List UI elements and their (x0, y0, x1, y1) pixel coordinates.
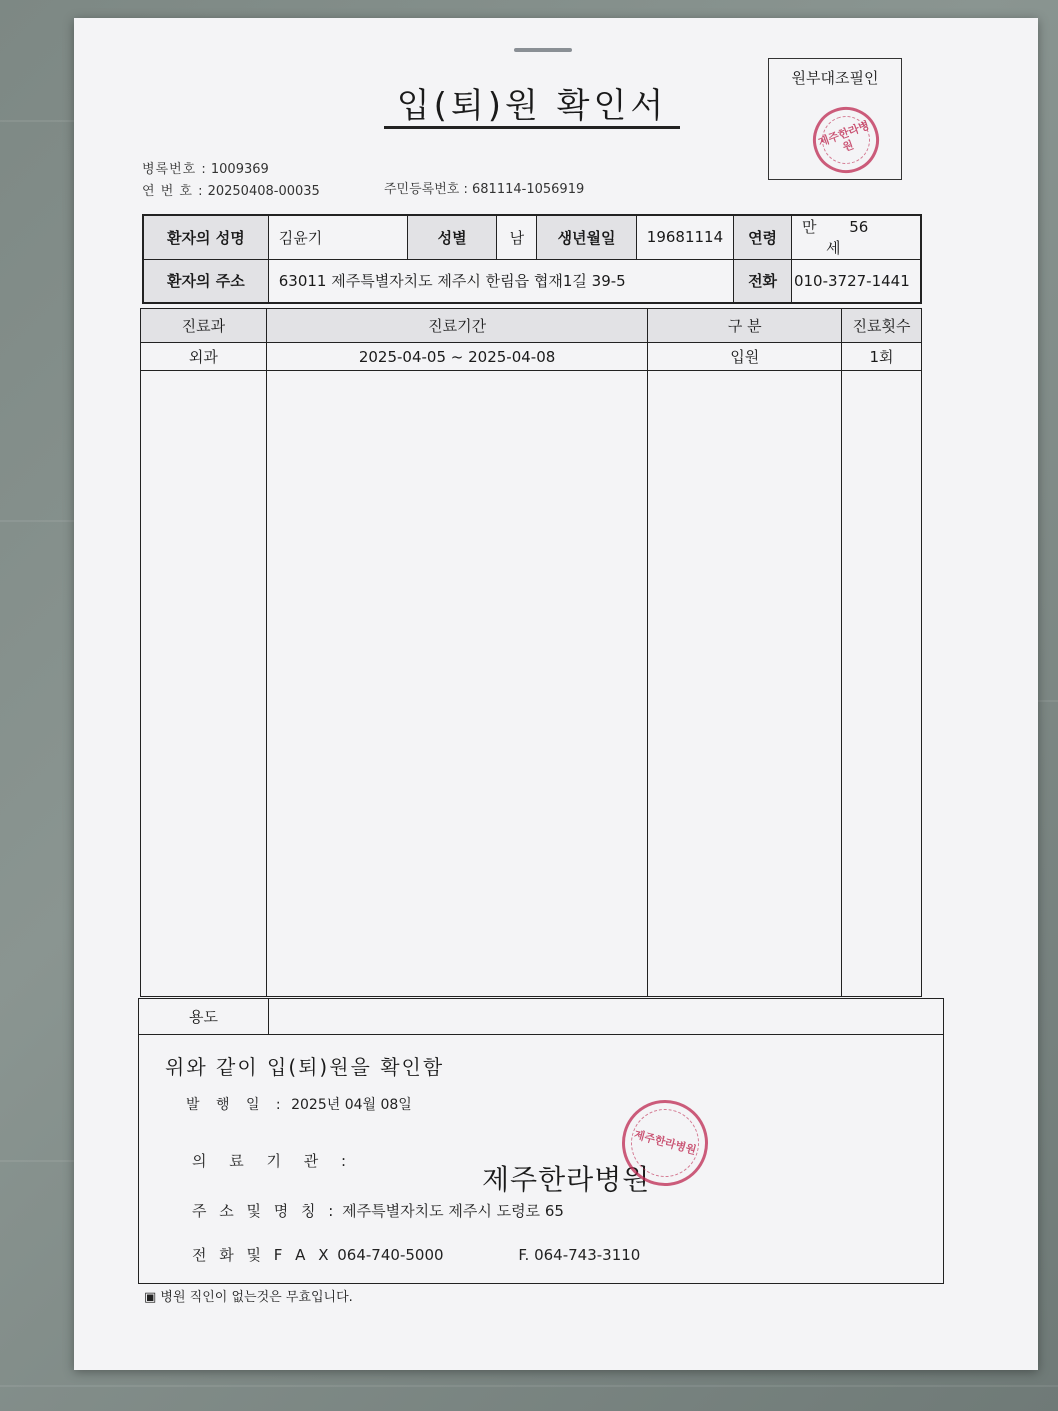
patient-phone: 010-3727-1441 (791, 259, 921, 303)
name-label: 환자의 성명 (143, 215, 268, 259)
confirmation-box (138, 998, 944, 1284)
row-period: 2025-04-05 ~ 2025-04-08 (266, 343, 648, 371)
serial-no-line (142, 180, 320, 199)
empty-table-area (141, 371, 922, 997)
resident-no-line (384, 178, 584, 197)
age-prefix: 만 (801, 218, 817, 237)
address-label: 환자의 주소 (143, 259, 268, 303)
issue-date-line (186, 1094, 412, 1114)
row-dept: 외과 (141, 343, 267, 371)
age-suffix: 세 (825, 239, 841, 258)
document-paper (74, 18, 1038, 1370)
tel-label: 전 화 및 F A X (192, 1246, 333, 1264)
empty-cell (141, 371, 267, 997)
empty-cell (842, 371, 922, 997)
col-header-type: 구 분 (648, 309, 842, 343)
verification-stamp-box (768, 58, 902, 180)
hospital-address: 제주특별자치도 제주시 도령로 65 (342, 1202, 564, 1220)
serial-no-label: 연 번 호 : (142, 184, 204, 199)
issue-date: 2025년 04월 08일 (291, 1097, 412, 1113)
sex-label: 성별 (407, 215, 497, 259)
registration-no-label: 병록번호 : (142, 162, 207, 177)
hospital-fax: F. 064-743-3110 (518, 1246, 641, 1264)
hospital-seal-icon (804, 98, 889, 183)
resident-no-label: 주민등록번호 : (384, 182, 468, 197)
address-line (192, 1200, 564, 1221)
phone-label: 전화 (734, 259, 792, 303)
row-type: 입원 (648, 343, 842, 371)
institution-label-line (192, 1150, 355, 1171)
patient-sex: 남 (497, 215, 537, 259)
registration-no: 1009369 (210, 162, 269, 177)
issue-date-label: 발 행 일 : (186, 1097, 287, 1113)
treatment-table (140, 308, 922, 997)
resident-no: 681114-1056919 (472, 182, 585, 197)
staple (514, 48, 572, 52)
treatment-header-row (141, 309, 922, 343)
patient-info-table (142, 214, 922, 304)
document-title: 입(퇴)원 확인서 (396, 86, 668, 126)
confirmation-statement: 위와 같이 입(퇴)원을 확인함 (165, 1055, 445, 1079)
patient-age: 56 (849, 218, 869, 237)
purpose-row (139, 999, 943, 1035)
validity-note: ▣ 병원 직인이 없는것은 무효입니다. (144, 1290, 353, 1305)
col-header-dept: 진료과 (141, 309, 267, 343)
patient-name: 김윤기 (268, 215, 407, 259)
hospital-name: 제주한라병원 (482, 1163, 651, 1196)
patient-age-cell (791, 215, 921, 259)
patient-birth: 19681114 (636, 215, 733, 259)
table-row (141, 343, 922, 371)
empty-cell (648, 371, 842, 997)
institution-label: 의 료 기 관 : (192, 1152, 356, 1170)
col-header-count: 진료횟수 (842, 309, 922, 343)
seal-text-bottom: 제주한라병원 (632, 1128, 698, 1158)
contact-line (192, 1244, 640, 1265)
empty-cell (266, 371, 648, 997)
patient-row-2 (143, 259, 921, 303)
serial-no: 20250408-00035 (207, 184, 320, 199)
registration-no-line (142, 158, 269, 177)
age-label: 연령 (734, 215, 792, 259)
stamp-label: 원부대조필인 (791, 69, 879, 87)
row-count: 1회 (842, 343, 922, 371)
hospital-address-label: 주 소 및 명 칭 : (192, 1202, 338, 1220)
hospital-tel: 064-740-5000 (337, 1246, 444, 1264)
patient-row-1 (143, 215, 921, 259)
purpose-label: 용도 (139, 999, 269, 1035)
col-header-period: 진료기간 (266, 309, 648, 343)
birth-label: 생년월일 (537, 215, 636, 259)
seal-text: 제주한라병원 (816, 118, 871, 155)
title-underline (384, 126, 680, 129)
patient-address: 63011 제주특별자치도 제주시 한림읍 협재1길 39-5 (268, 259, 733, 303)
